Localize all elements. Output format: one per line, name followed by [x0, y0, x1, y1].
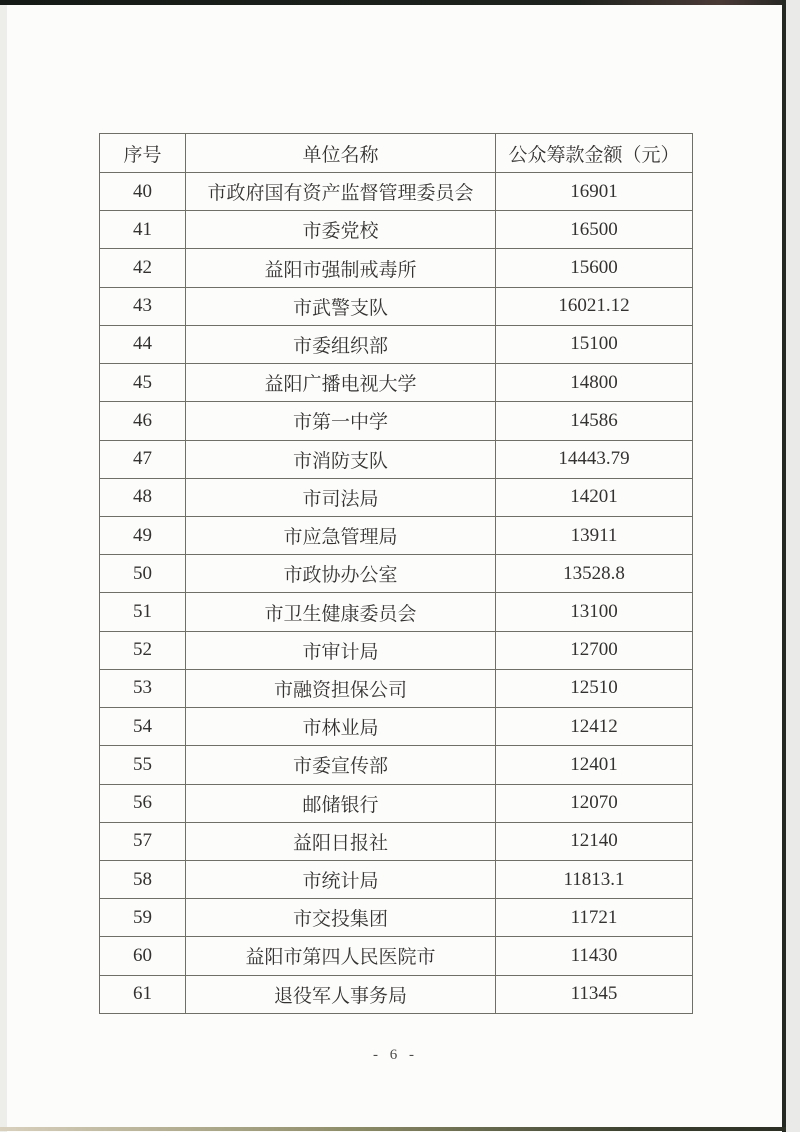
- table-row: [100, 975, 693, 1013]
- row-number-cell: 61: [100, 975, 186, 1013]
- unit-name-cell: 益阳市第四人民医院市: [186, 937, 496, 975]
- header-index: 序号: [100, 134, 186, 173]
- unit-name-cell: 退役军人事务局: [186, 975, 496, 1013]
- unit-name-cell: 市林业局: [186, 708, 496, 746]
- table-row: [100, 211, 693, 249]
- table-row: [100, 555, 693, 593]
- table-row: [100, 173, 693, 211]
- unit-name-cell: 市卫生健康委员会: [186, 593, 496, 631]
- row-number-cell: 60: [100, 937, 186, 975]
- amount-cell: 12510: [496, 669, 693, 707]
- amount-cell: 14586: [496, 402, 693, 440]
- table-row: [100, 516, 693, 554]
- row-number-cell: 48: [100, 478, 186, 516]
- row-number-cell: 40: [100, 173, 186, 211]
- header-amount: 公众筹款金额（元）: [496, 134, 693, 173]
- row-number-cell: 57: [100, 822, 186, 860]
- row-number-cell: 55: [100, 746, 186, 784]
- amount-cell: 13911: [496, 516, 693, 554]
- amount-cell: 16021.12: [496, 287, 693, 325]
- table-row: [100, 364, 693, 402]
- row-number-cell: 56: [100, 784, 186, 822]
- unit-name-cell: 邮储银行: [186, 784, 496, 822]
- table-row: [100, 287, 693, 325]
- unit-name-cell: 市统计局: [186, 860, 496, 898]
- row-number-cell: 46: [100, 402, 186, 440]
- row-number-cell: 54: [100, 708, 186, 746]
- table-row: [100, 669, 693, 707]
- amount-cell: 16901: [496, 173, 693, 211]
- unit-name-cell: 益阳市强制戒毒所: [186, 249, 496, 287]
- table-row: [100, 899, 693, 937]
- unit-name-cell: 市审计局: [186, 631, 496, 669]
- table-row: [100, 631, 693, 669]
- amount-cell: 12140: [496, 822, 693, 860]
- amount-cell: 13528.8: [496, 555, 693, 593]
- amount-cell: 11430: [496, 937, 693, 975]
- table-row: [100, 593, 693, 631]
- fundraising-table: [99, 133, 693, 1014]
- unit-name-cell: 市消防支队: [186, 440, 496, 478]
- row-number-cell: 58: [100, 860, 186, 898]
- row-number-cell: 41: [100, 211, 186, 249]
- unit-name-cell: 益阳日报社: [186, 822, 496, 860]
- amount-cell: 12412: [496, 708, 693, 746]
- table-row: [100, 478, 693, 516]
- scan-edge-right-strip: [786, 0, 800, 1132]
- table-row: [100, 822, 693, 860]
- scan-edge-bottom: [0, 1127, 786, 1131]
- row-number-cell: 49: [100, 516, 186, 554]
- amount-cell: 11721: [496, 899, 693, 937]
- row-number-cell: 53: [100, 669, 186, 707]
- unit-name-cell: 市应急管理局: [186, 516, 496, 554]
- table-row: [100, 249, 693, 287]
- header-unit-name: 单位名称: [186, 134, 496, 173]
- amount-cell: 11345: [496, 975, 693, 1013]
- amount-cell: 14800: [496, 364, 693, 402]
- table-row: [100, 325, 693, 363]
- table-row: [100, 708, 693, 746]
- scan-edge-left: [0, 5, 7, 1132]
- unit-name-cell: 市政协办公室: [186, 555, 496, 593]
- row-number-cell: 59: [100, 899, 186, 937]
- unit-name-cell: 市委宣传部: [186, 746, 496, 784]
- amount-cell: 11813.1: [496, 860, 693, 898]
- row-number-cell: 51: [100, 593, 186, 631]
- unit-name-cell: 益阳广播电视大学: [186, 364, 496, 402]
- unit-name-cell: 市政府国有资产监督管理委员会: [186, 173, 496, 211]
- row-number-cell: 44: [100, 325, 186, 363]
- table-row: [100, 402, 693, 440]
- amount-cell: 14443.79: [496, 440, 693, 478]
- unit-name-cell: 市武警支队: [186, 287, 496, 325]
- row-number-cell: 45: [100, 364, 186, 402]
- unit-name-cell: 市委党校: [186, 211, 496, 249]
- scan-edge-top: [0, 0, 800, 5]
- table-header-row: [100, 134, 693, 173]
- row-number-cell: 50: [100, 555, 186, 593]
- table-row: [100, 860, 693, 898]
- amount-cell: 12401: [496, 746, 693, 784]
- unit-name-cell: 市司法局: [186, 478, 496, 516]
- table-row: [100, 937, 693, 975]
- table-row: [100, 440, 693, 478]
- amount-cell: 15600: [496, 249, 693, 287]
- amount-cell: 14201: [496, 478, 693, 516]
- page-number: - 6 -: [373, 1047, 418, 1063]
- table-row: [100, 784, 693, 822]
- unit-name-cell: 市委组织部: [186, 325, 496, 363]
- amount-cell: 15100: [496, 325, 693, 363]
- amount-cell: 13100: [496, 593, 693, 631]
- fundraising-table-container: [99, 133, 692, 1014]
- table-row: [100, 746, 693, 784]
- unit-name-cell: 市第一中学: [186, 402, 496, 440]
- unit-name-cell: 市交投集团: [186, 899, 496, 937]
- amount-cell: 12070: [496, 784, 693, 822]
- amount-cell: 12700: [496, 631, 693, 669]
- row-number-cell: 52: [100, 631, 186, 669]
- row-number-cell: 43: [100, 287, 186, 325]
- row-number-cell: 47: [100, 440, 186, 478]
- row-number-cell: 42: [100, 249, 186, 287]
- amount-cell: 16500: [496, 211, 693, 249]
- unit-name-cell: 市融资担保公司: [186, 669, 496, 707]
